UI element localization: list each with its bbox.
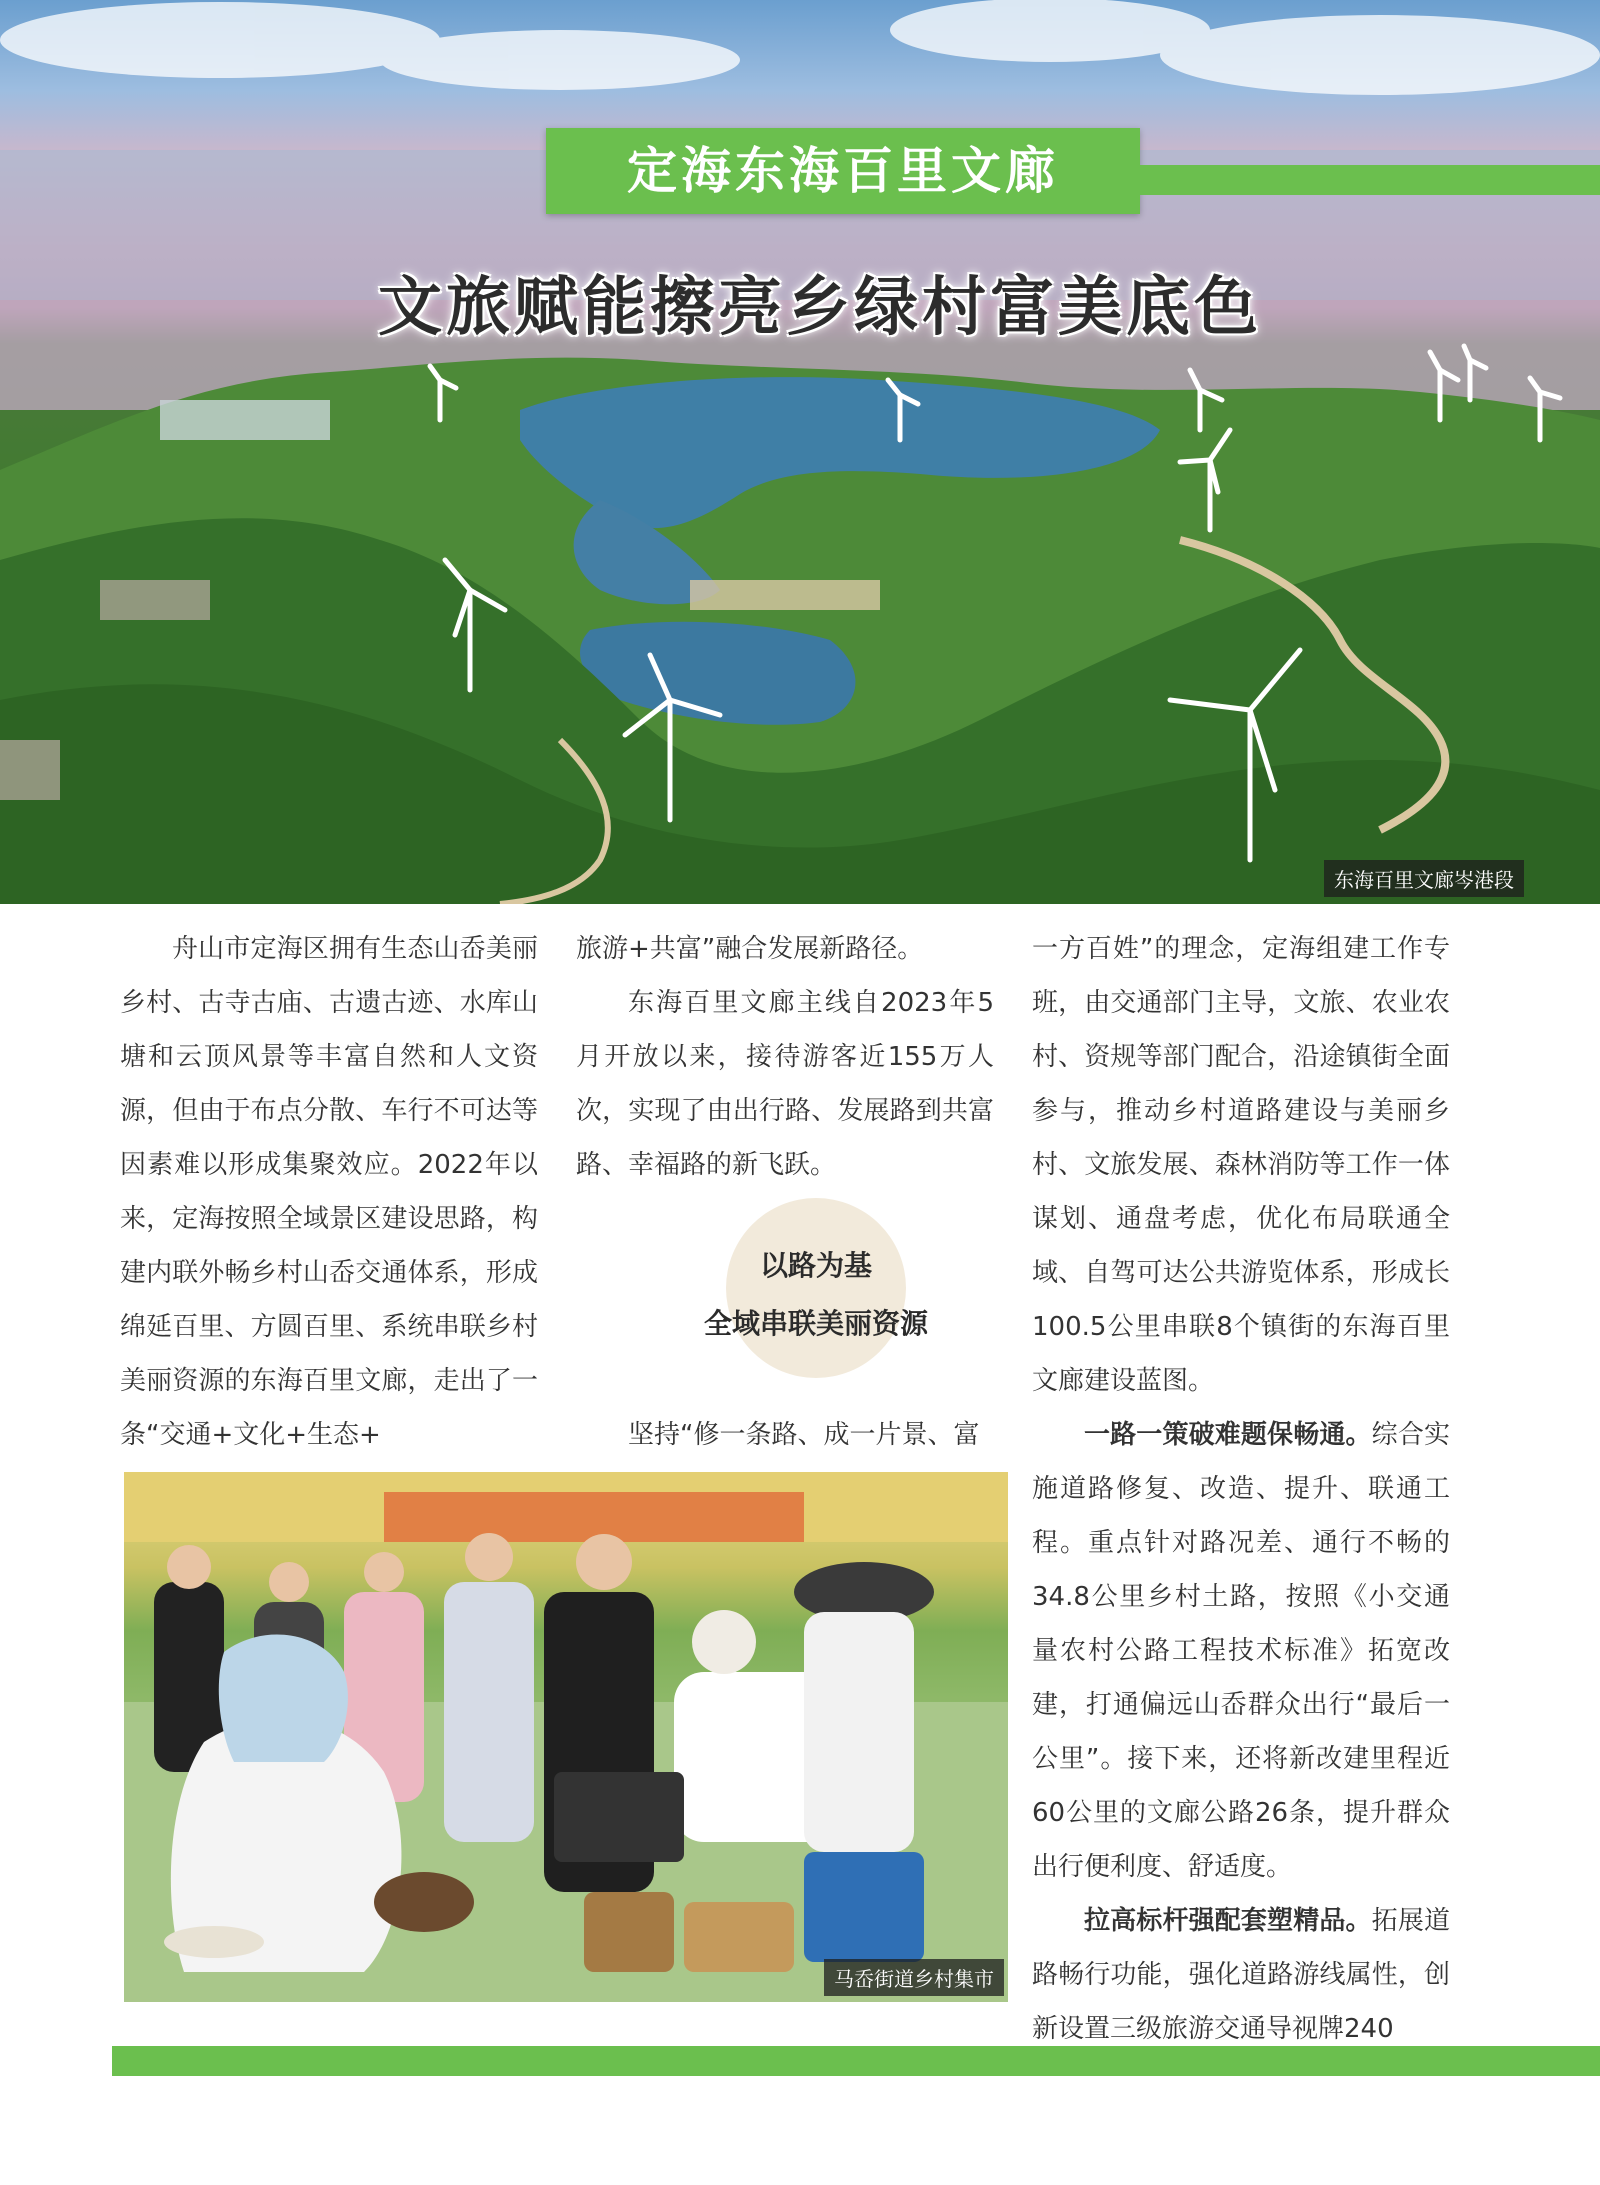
section-heading-line-1: 以路为基 <box>759 1249 872 1282</box>
market-photo <box>124 1472 1008 2002</box>
footer-rule <box>112 2046 1600 2076</box>
article-column-3 <box>1032 922 1450 2056</box>
clouds <box>0 0 1600 95</box>
market-scene-illustration <box>124 1472 1008 2002</box>
section-heading-line-2: 全域串联美丽资源 <box>703 1307 928 1340</box>
article-column-2-lower <box>576 1408 994 1462</box>
paragraph: 坚持“修一条路、成一片景、富 <box>628 1420 980 1450</box>
paragraph: 东海百里文廊主线自2023年5月开放以来，接待游客近155万人次，实现了由出行路、发展路到共富路、幸福路的新飞跃。 <box>576 988 994 1180</box>
hero-photo-caption: 东海百里文廊岑港段 <box>1324 860 1524 897</box>
paragraph: 旅游+共富”融合发展新路径。 <box>576 934 924 964</box>
market-photo-caption: 马岙街道乡村集市 <box>824 1959 1004 1996</box>
section-heading-circle <box>726 1198 906 1378</box>
paragraph: 一方百姓”的理念，定海组建工作专班，由交通部门主导，文旅、农业农村、资规等部门配合，沿途镇街全面参与，推动乡村道路建设与美丽乡村、文旅发展、森林消防等工作一体谋划、通盘考虑，优化布局联通全域、自驾可达公共游览体系，形成长100.5公里串联8个镇街的东海百里文廊建设蓝图。 <box>1032 934 1450 1396</box>
paragraph-lead: 一路一策破难题保畅通。 <box>1084 1420 1372 1450</box>
page-headline: 文旅赋能擦亮乡绿村富美底色 <box>378 270 1262 345</box>
section-heading <box>646 1198 928 1378</box>
section-label: 定海东海百里文廊 <box>546 128 1140 214</box>
paragraph <box>1032 1408 1450 1894</box>
section-label-rule <box>1140 165 1600 195</box>
paragraph-body: 综合实施道路修复、改造、提升、联通工程。重点针对路况差、通行不畅的34.8公里乡村土路，按照《小交通量农村公路工程技术标准》拓宽改建，打通偏远山岙群众出行“最后一公里”。接下来，还将新改建里程近60公里的文廊公路26条，提升群众出行便利度、舒适度。 <box>1032 1420 1450 1882</box>
paragraph: 舟山市定海区拥有生态山岙美丽乡村、古寺古庙、古遗古迹、水库山塘和云顶风景等丰富自然和人文资源，但由于布点分散、车行不可达等因素难以形成集聚效应。2022年以来，定海按照全域景区建设思路，构建内联外畅乡村山岙交通体系，形成绵延百里、方圆百里、系统串联乡村美丽资源的东海百里文廊，走出了一条“交通+文化+生态+ <box>120 934 538 1450</box>
article-column-1 <box>120 922 538 1462</box>
article-column-2 <box>576 922 994 1192</box>
paragraph-lead: 拉高标杆强配套塑精品。 <box>1084 1906 1372 1936</box>
paragraph-body: 拓展道路畅行功能，强化道路游线属性，创新设置三级旅游交通导视牌240 <box>1032 1906 1450 2044</box>
paragraph <box>1032 1894 1450 2056</box>
hero-photo <box>0 0 1600 904</box>
